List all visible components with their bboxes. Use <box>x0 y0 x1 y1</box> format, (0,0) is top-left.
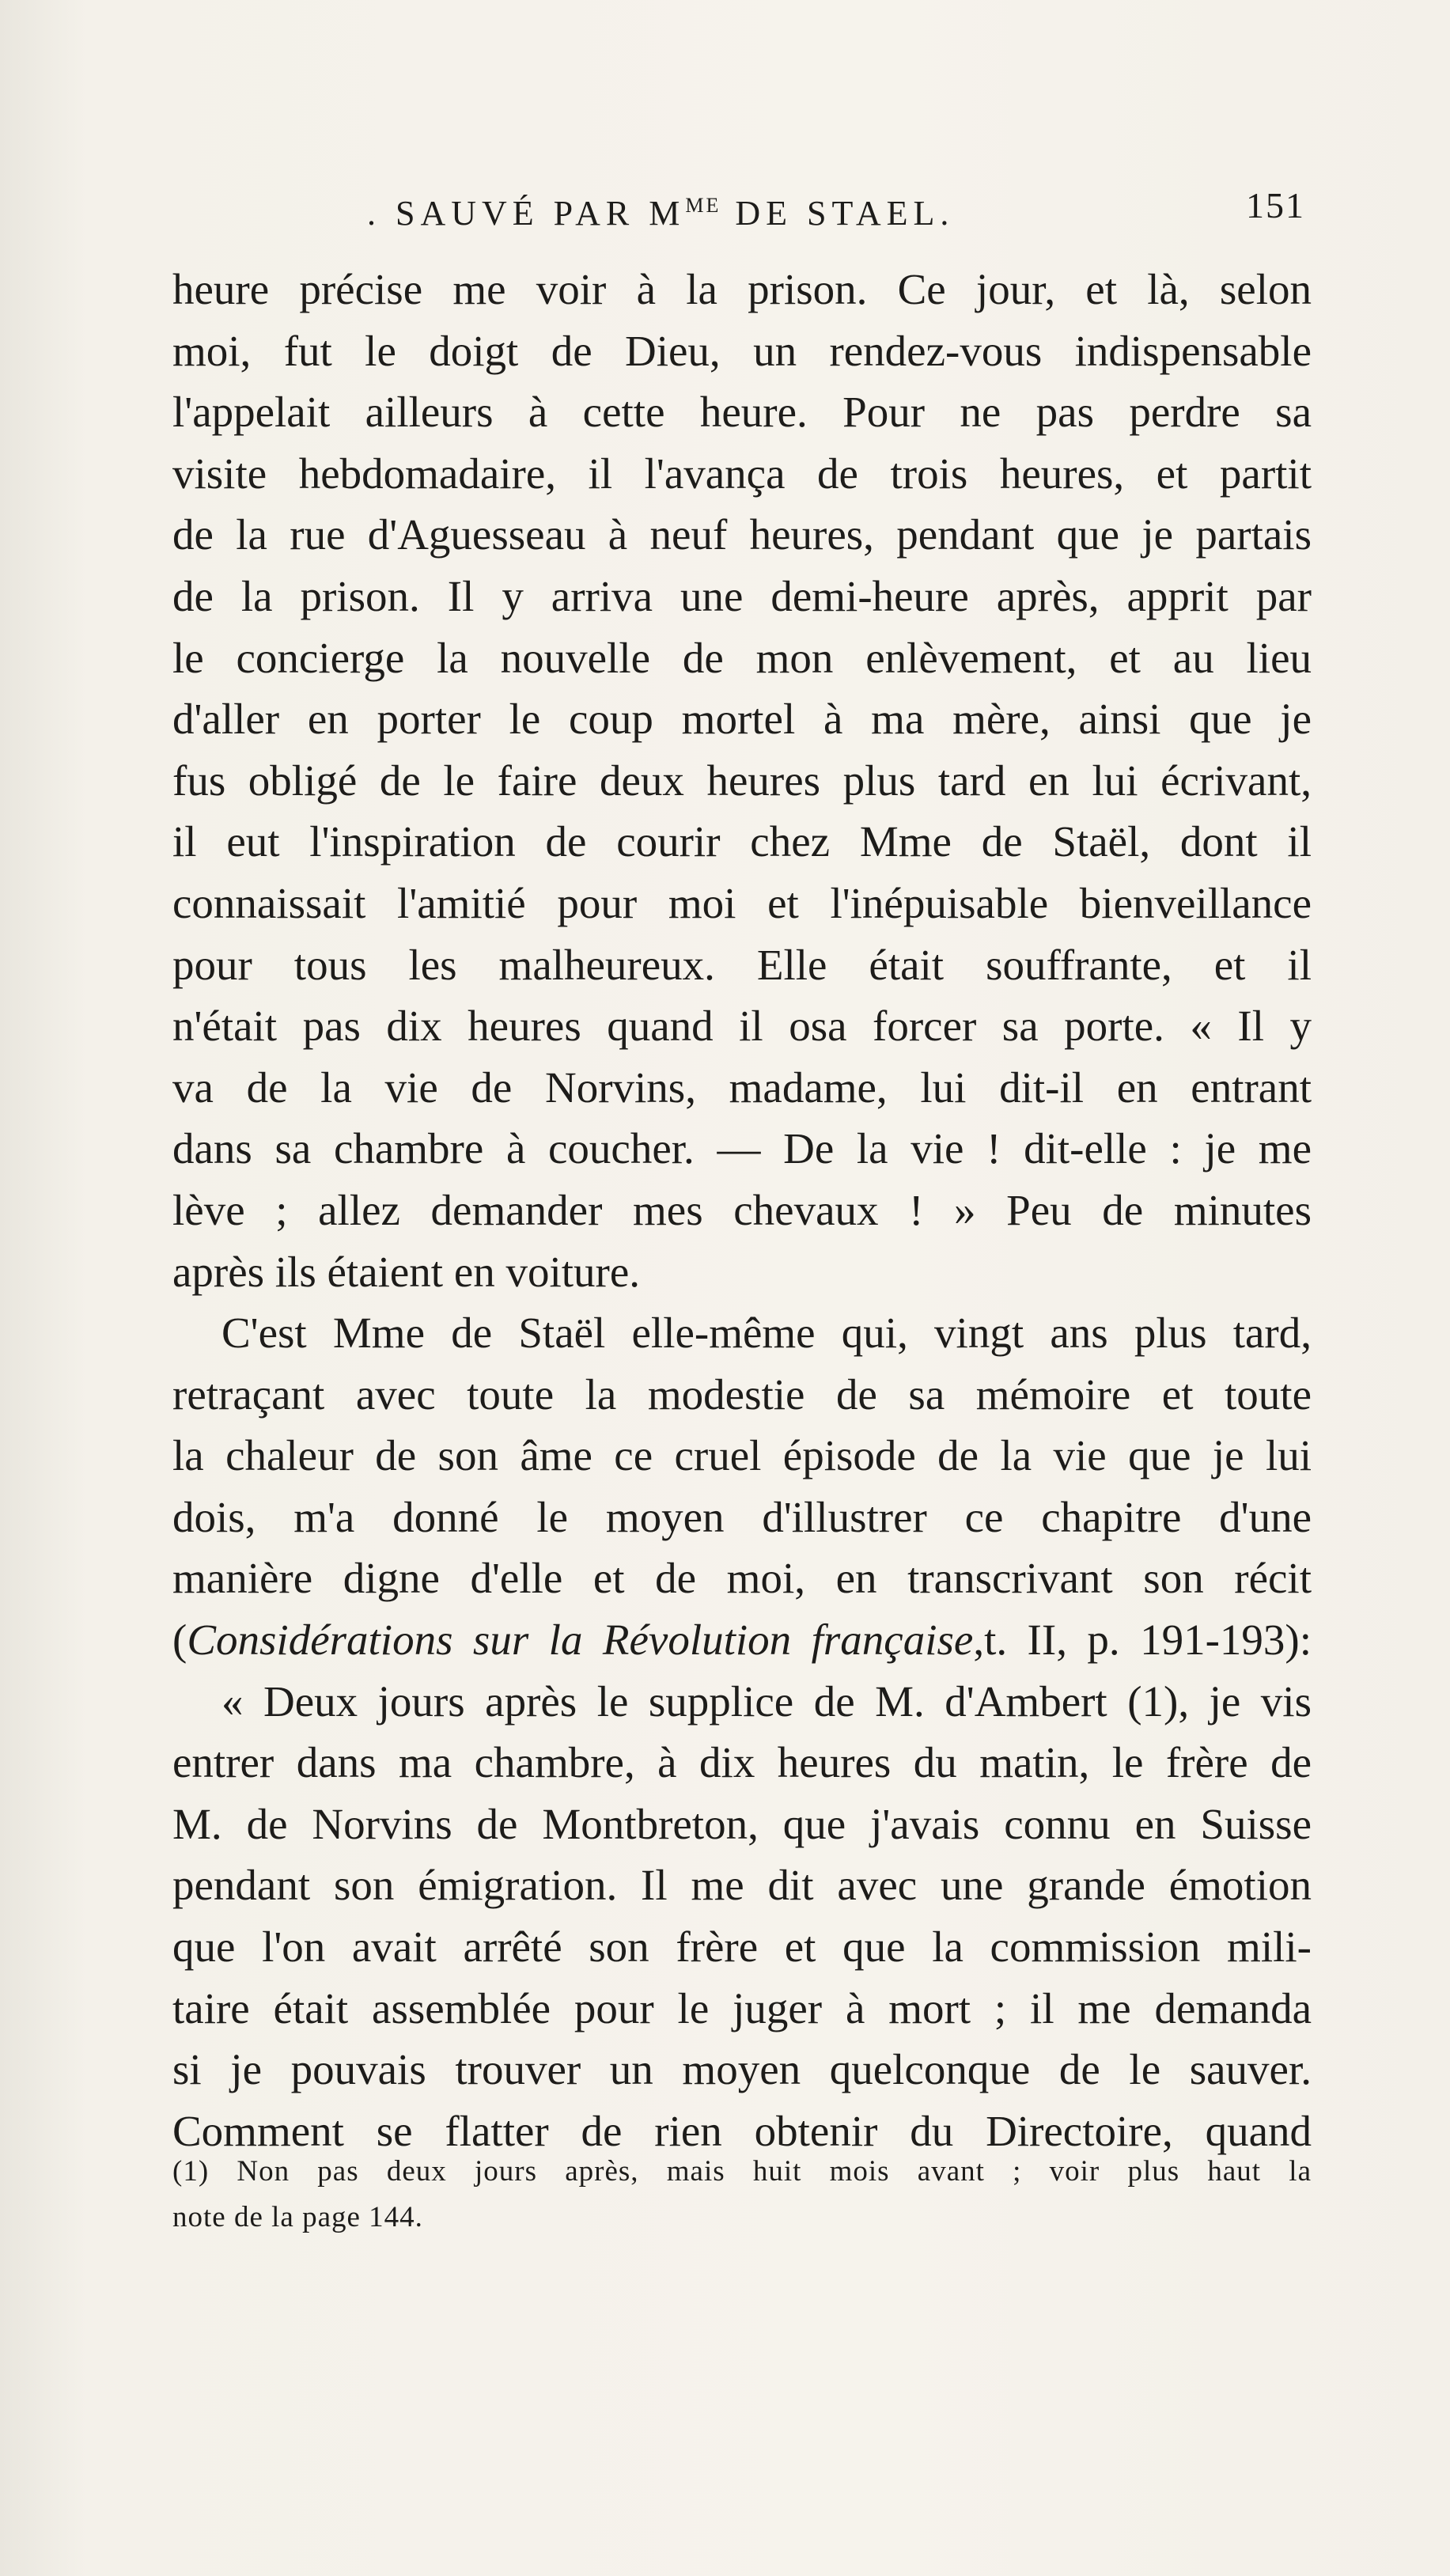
paragraph-start-line: C'est Mme de Staël elle-même qui, vingt ans plus tard, <box>221 1309 1312 1358</box>
paragraph-end-line: après ils étaient en voiture. <box>172 1247 641 1296</box>
text-line: pendant son émigration. Il me dit avec une grande émotion <box>172 1861 1312 1910</box>
footnote <box>172 2149 1312 2241</box>
footnote-line: note de la page 144. <box>172 2201 423 2233</box>
running-title-text: . SAUVÉ PAR M <box>367 194 686 233</box>
running-title-end: DE STAEL. <box>721 194 955 233</box>
text-line: si je pouvais trouver un moyen quelconque de le sauver. <box>172 2045 1312 2094</box>
text-line: d'aller en porter le coup mortel à ma mère, ainsi que je <box>172 695 1312 744</box>
text-line: n'était pas dix heures quand il osa forcer sa porte. « Il y <box>172 1002 1312 1051</box>
text-line: moi, fut le doigt de Dieu, un rendez-vous indispensable <box>172 326 1312 375</box>
citation-pages: ,t. II, p. 191-193): <box>973 1616 1312 1665</box>
text-line: l'appelait ailleurs à cette heure. Pour ne pas perdre sa <box>172 388 1312 437</box>
running-head <box>177 182 1316 237</box>
text-line: que l'on avait arrêté son frère et que la commission mili- <box>172 1923 1312 1972</box>
text-line: visite hebdomadaire, il l'avança de trois heures, et partit <box>172 449 1312 498</box>
citation-open-paren: ( <box>172 1616 187 1665</box>
text-line: la chaleur de son âme ce cruel épisode de la vie que je lui <box>172 1431 1312 1480</box>
text-line: manière digne d'elle et de moi, en transcrivant son récit <box>172 1554 1312 1603</box>
text-line: entrer dans ma chambre, à dix heures du matin, le frère de <box>172 1738 1312 1787</box>
text-line: Comment se flatter de rien obtenir du Directoire, quand <box>172 2106 1312 2155</box>
text-line: M. de Norvins de Montbreton, que j'avais connu en Suisse <box>172 1799 1312 1848</box>
text-line: pour tous les malheureux. Elle était souffrante, et il <box>172 940 1312 989</box>
running-title-superscript: ME <box>685 194 721 217</box>
quotation-start-line: « Deux jours après le supplice de M. d'Ambert (1), je vis <box>221 1676 1312 1726</box>
footnote-line: (1) Non pas deux jours après, mais huit mois avant ; voir plus haut la <box>172 2155 1312 2188</box>
citation-line <box>172 1609 1312 1671</box>
text-line: taire était assemblée pour le juger à mort ; il me demanda <box>172 1983 1312 2032</box>
page-number: 151 <box>1246 185 1305 225</box>
text-line: de la prison. Il y arriva une demi-heure après, apprit par <box>172 571 1312 620</box>
text-line: dois, m'a donné le moyen d'illustrer ce chapitre d'une <box>172 1492 1312 1541</box>
citation-book-title: Considérations sur la Révolution française <box>187 1616 974 1665</box>
text-line: il eut l'inspiration de courir chez Mme de Staël, dont il <box>172 817 1312 866</box>
text-line: lève ; allez demander mes chevaux ! » Peu de minutes <box>172 1185 1312 1234</box>
text-line: connaissait l'amitié pour moi et l'inépuisable bienveillance <box>172 878 1312 927</box>
body-text <box>172 259 1312 2161</box>
text-line: fus obligé de le faire deux heures plus tard en lui écrivant, <box>172 756 1312 805</box>
text-line: dans sa chambre à coucher. — De la vie ! dit-elle : je me <box>172 1124 1312 1173</box>
running-title <box>367 182 954 237</box>
text-line: heure précise me voir à la prison. Ce jour, et là, selon <box>172 265 1312 313</box>
text-line: le concierge la nouvelle de mon enlèvement, et au lieu <box>172 633 1312 682</box>
text-line: va de la vie de Norvins, madame, lui dit-il en entrant <box>172 1063 1312 1112</box>
text-line: retraçant avec toute la modestie de sa mémoire et toute <box>172 1369 1312 1419</box>
text-line: de la rue d'Aguesseau à neuf heures, pendant que je partais <box>172 510 1312 559</box>
